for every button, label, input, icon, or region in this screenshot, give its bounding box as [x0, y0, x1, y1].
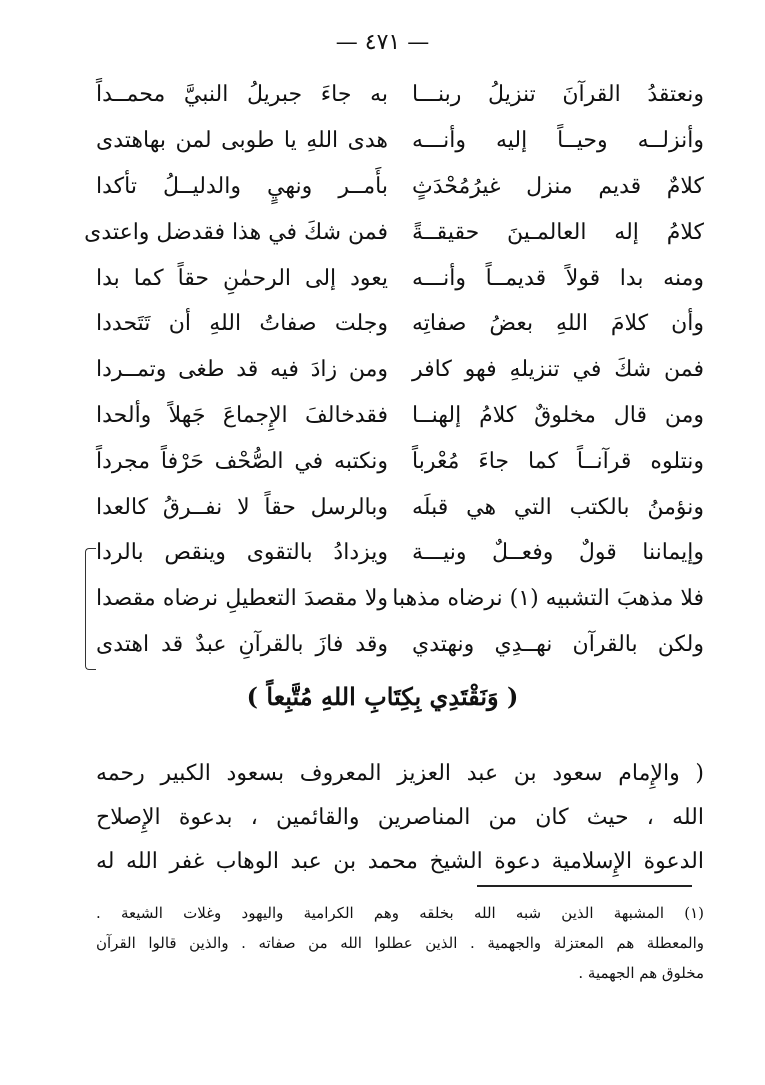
verse-second-hemistich: هدى اللهِ يا طوبى لمن بهاهتدى [96, 128, 388, 154]
footnote-line: مخلوق هم الجهمية . [578, 964, 704, 982]
verse-first-hemistich: ونعتقدُ القرآنَ تنزيلُ ربنـــا [412, 82, 704, 108]
verse-second-hemistich: ونكتبه في الصُّحْف حَرْفاً مجرداً [96, 448, 388, 474]
poem-verse [96, 118, 704, 164]
poem-verse [96, 72, 704, 118]
verse-second-hemistich: به جاءَ جبريلُ النبيَّ محمــداً [96, 82, 388, 108]
page-number: — ٤٧١ — [335, 30, 430, 55]
prose-line: الله ، حيث كان من المناصرين والقائمين ، بدعوة الإِصلاح [96, 805, 704, 830]
poem-verse [96, 576, 704, 622]
section-heading: ( وَنَقْتَدِي بِكِتَابِ اللهِ مُتَّبِعاً ) [246, 682, 519, 711]
verse-second-hemistich: ولا مقصدَ التعطيلِ نرضاه مقصدا [96, 586, 388, 612]
footnote-divider [477, 885, 692, 887]
poem [84, 72, 704, 667]
verse-first-hemistich: كلامُ إله العالمـينَ حقيقــةً [412, 219, 704, 245]
poem-verse [96, 347, 704, 393]
footnote-line: (١) المشبهة الذين شبه الله بخلقه وهم الكرامية واليهود وغلات الشيعة . [96, 904, 704, 922]
poem-verse [96, 530, 704, 576]
poem-verse [84, 209, 704, 255]
verse-second-hemistich: وجلت صفاتُ اللهِ أن تَتَحددا [96, 311, 388, 337]
verse-first-hemistich: فلا مذهبَ التشبيه (١) نرضاه مذهبا [392, 586, 704, 612]
prose-line: الدعوة الإِسلامية دعوة الشيخ محمد بن عبد الوهاب غفر الله له [96, 849, 704, 874]
poem-verse [96, 255, 704, 301]
verse-second-hemistich: وقد فازَ بالقرآنِ عبدٌ قد اهتدى [96, 631, 388, 657]
verse-second-hemistich: يعود إلى الرحمٰنِ حقاً كما بدا [96, 265, 388, 291]
poem-verse [96, 438, 704, 484]
verse-first-hemistich: وأن كلامَ اللهِ بعضُ صفاتِه [412, 311, 704, 337]
verse-second-hemistich: بأَمــر ونهيٍ والدليــلُ تأكدا [96, 173, 388, 199]
verse-first-hemistich: وإيماننا قولٌ وفعــلٌ ونيـــة [412, 540, 704, 566]
verse-first-hemistich: ومنه بدا قولاً قديمــاً وأنـــه [412, 265, 704, 291]
poem-verse [96, 484, 704, 530]
poem-verse [96, 393, 704, 439]
verse-second-hemistich: ومن زادَ فيه قد طغى وتمــردا [96, 357, 388, 383]
verse-second-hemistich: ويزدادُ بالتقوى وينقص بالردا [96, 540, 388, 566]
verse-second-hemistich: فمن شكَ في هذا فقدضل واعتدى [84, 219, 388, 245]
verse-first-hemistich: ولكن بالقرآن نهــدِي ونهتدي [412, 631, 704, 657]
verse-first-hemistich: كلامٌ قديم منزل غيرُمُحْدَثٍ [412, 173, 704, 199]
verse-first-hemistich: فمن شكَ في تنزيلهِ فهو كافر [412, 357, 704, 383]
verse-second-hemistich: وبالرسل حقاً لا نفــرقُ كالعدا [96, 494, 388, 520]
footnote-line: والمعطلة هم المعتزلة والجهمية . الذين عطلوا الله من صفاته . والذين قالوا القرآن [96, 934, 704, 952]
verse-first-hemistich: وأنزلــه وحيــاً إليه وأنـــه [412, 128, 704, 154]
poem-verse [96, 301, 704, 347]
verse-second-hemistich: فقدخالفَ الإِجماعَ جَهلاً وألحدا [96, 402, 388, 428]
footnote [96, 898, 704, 988]
poem-verse [96, 622, 704, 668]
poem-verse [96, 164, 704, 210]
verse-first-hemistich: ونؤمنُ بالكتب التي هي قبلَه [412, 494, 704, 520]
verse-first-hemistich: ونتلوه قرآنــاً كما جاءَ مُعْرباً [412, 448, 704, 474]
verse-group-bracket [85, 548, 96, 670]
prose-paragraph [96, 752, 704, 884]
verse-first-hemistich: ومن قال مخلوقٌ كلامُ إلهنــا [412, 402, 704, 428]
prose-line: ( والإِمام سعود بن عبد العزيز المعروف بسعود الكبير رحمه [96, 761, 704, 786]
